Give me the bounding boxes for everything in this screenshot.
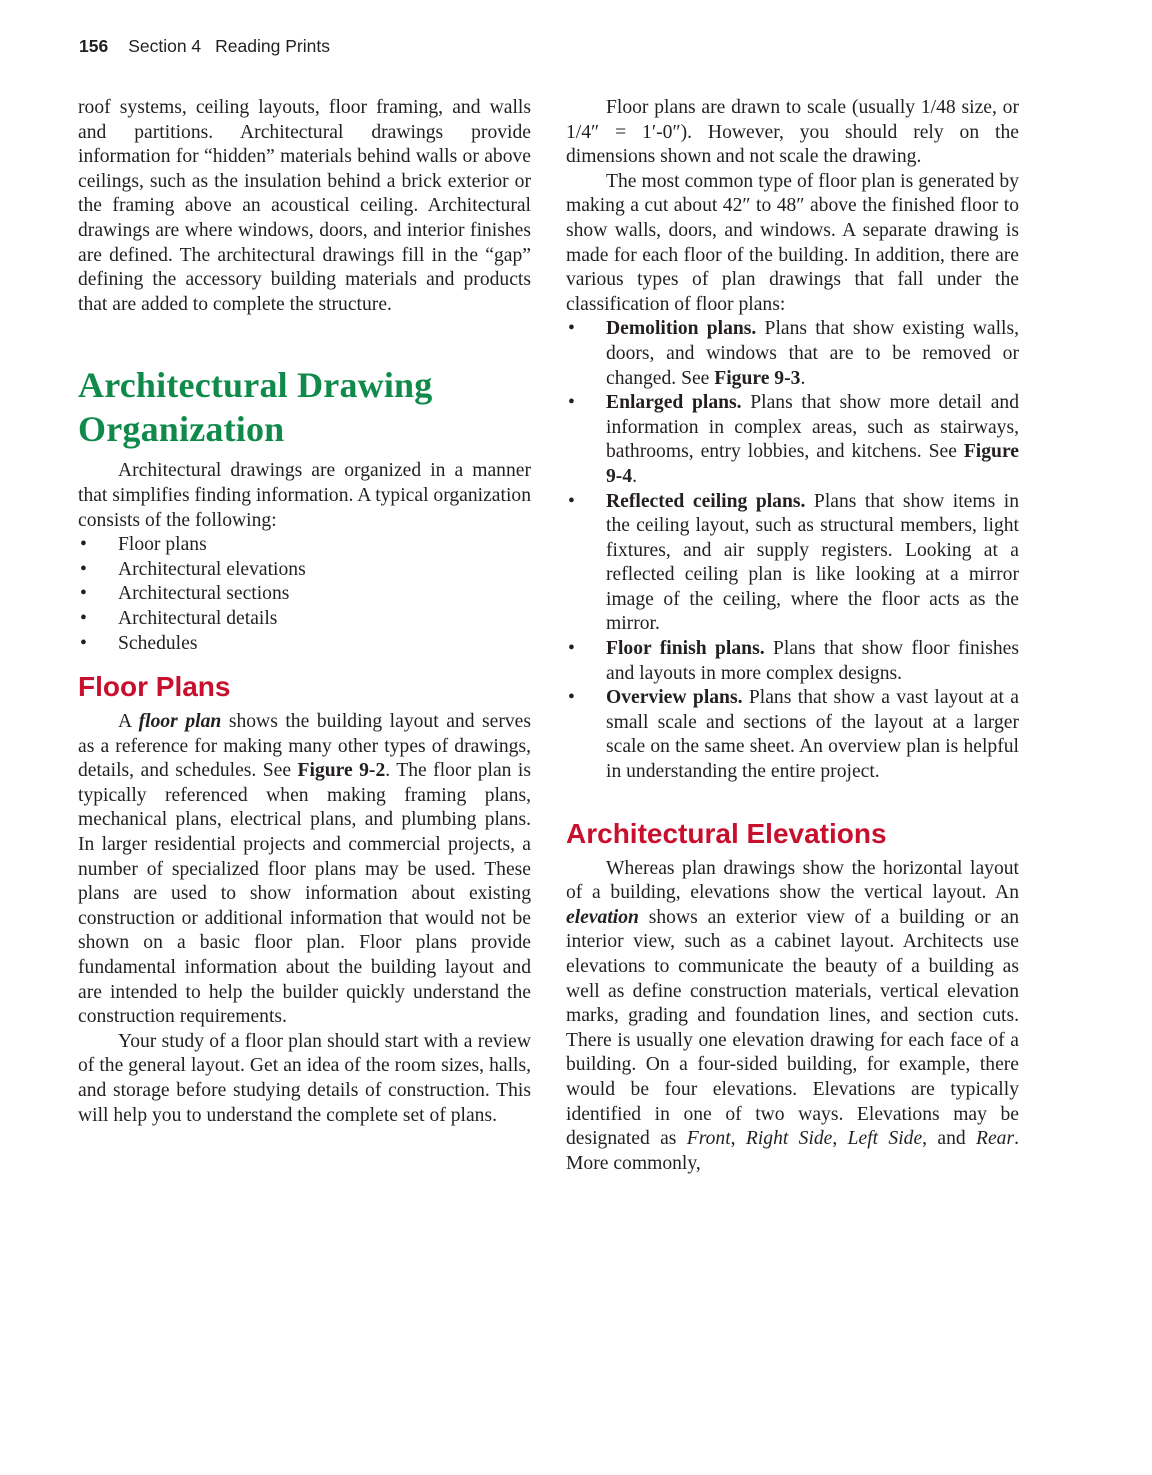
bullet-icon: • xyxy=(568,490,575,512)
list-item: • Overview plans. Plans that show a vast layout at a small scale and sections of the layout at a larger scale on the same sheet. An overview plan is helpful in understanding the entire project. xyxy=(568,687,1019,783)
bullet-icon: • xyxy=(80,583,87,605)
list-term: Demolition plans. xyxy=(606,318,757,340)
list-item: • Floor finish plans. Plans that show floor finishes and layouts in more complex designs. xyxy=(568,638,1019,684)
list-term: Reflected ceiling plans. xyxy=(606,490,806,512)
list-term: Overview plans. xyxy=(606,687,743,709)
figure-reference: Figure 9-4 xyxy=(606,441,1019,487)
subheading-floor-plans: Floor Plans xyxy=(78,671,231,703)
figure-reference: Figure 9-2 xyxy=(297,760,386,782)
elevations-paragraph: Whereas plan drawings show the horizontal layout of a building, elevations show the vertical layout. An elevation shows an exterior view of a building or an interior view, such as a cabinet layout. Architects use elevations to communicate the beauty of a building as well as define construction materials, vertical elevation marks, grading and foundation lines, and section cuts. There is usually one elevation drawing for each face of a building. On a four-sided building, for example, there would be four elevations. Elevations are typically identified in one of two ways. Elevations may be designated as Front, Right Side, Left Side, and Rear. More commonly, xyxy=(566,857,1019,1174)
running-header xyxy=(79,36,330,57)
figure-reference: Figure 9-3 xyxy=(714,367,801,389)
bullet-icon: • xyxy=(568,638,575,660)
list-term: Enlarged plans. xyxy=(606,392,742,414)
scale-paragraph: Floor plans are drawn to scale (usually 1/48 size, or 1/4″ = 1′-0″). However, you should rely on the dimensions shown and not scale the drawing. xyxy=(566,97,1019,168)
subheading-architectural-elevations: Architectural Elevations xyxy=(566,817,887,849)
bullet-icon: • xyxy=(80,534,87,556)
intro-paragraph: roof systems, ceiling layouts, floor framing, and walls and partitions. Architectural drawings provide information for “hidden” materials behind walls or above ceilings, such as the insulation behind a brick exterior or the framing above an acoustical ceiling. Architectural drawings are where windows, doors, and interior finishes are defined. The architectural drawings fill in the “gap” defining the accessory building materials and products that are added to complete the structure. xyxy=(78,97,531,315)
list-item: • Enlarged plans. Plans that show more detail and information in complex areas, such as stairways, bathrooms, entry lobbies, and kitchens. See Figure 9-4. xyxy=(568,392,1019,487)
bullet-icon: • xyxy=(80,558,87,580)
common-floor-plan-paragraph: The most common type of floor plan is generated by making a cut about 42″ to 48″ above the finished floor to show walls, doors, and windows. A separate drawing is made for each floor of the building. In addition, there are various types of plan drawings that fall under the classification of floor plans: xyxy=(566,170,1019,315)
list-item: • Demolition plans. Plans that show existing walls, doors, and windows that are to be removed or changed. See Figure 9-3. xyxy=(568,318,1019,389)
floor-plan-paragraph-2: Your study of a floor plan should start with a review of the general layout. Get an idea of the room sizes, halls, and storage before studying details of construction. This will help you to understand the complete set of plans. xyxy=(78,1030,531,1126)
organization-paragraph: Architectural drawings are organized in a manner that simplifies finding information. A typical organization consists of the following: xyxy=(78,460,531,531)
list-term: Floor finish plans. xyxy=(606,638,765,660)
organization-list xyxy=(78,533,531,656)
list-item: • Schedules xyxy=(78,632,531,657)
right-column xyxy=(566,96,1019,1176)
floor-plan-paragraph-1: A floor plan shows the building layout and serves as a reference for making many other types of drawings, details, and schedules. See Figure 9-2. The floor plan is typically referenced when making framing plans, mechanical plans, electrical plans, and plumbing plans. In larger residential projects and commercial projects, a number of specialized floor plans may be used. These plans are used to show information about existing construction or additional information that would not be shown on a basic floor plan. Floor plans provide fundamental information about the building layout and are intended to help the builder quickly understand the construction requirements. xyxy=(78,711,531,1028)
plan-types-list xyxy=(566,317,1019,784)
list-item: • Floor plans xyxy=(78,533,531,558)
section-title: Reading Prints xyxy=(215,36,330,56)
key-term: floor plan xyxy=(138,711,222,733)
bullet-icon: • xyxy=(568,392,575,414)
bullet-icon: • xyxy=(568,318,575,340)
section-label: Section 4 xyxy=(128,36,202,56)
bullet-icon: • xyxy=(80,607,87,629)
list-item: • Architectural sections xyxy=(78,582,531,607)
list-item: • Architectural details xyxy=(78,607,531,632)
bullet-icon: • xyxy=(80,632,87,654)
list-item: • Architectural elevations xyxy=(78,558,531,583)
page-number: 156 xyxy=(79,36,109,56)
key-term: elevation xyxy=(566,906,639,928)
section-heading-architectural-drawing-organization: Architectural Drawing Organization xyxy=(78,365,433,450)
left-column xyxy=(78,96,531,1128)
list-item: • Reflected ceiling plans. Plans that show items in the ceiling layout, such as structural members, light fixtures, and air supply registers. Looking at a reflected ceiling plan is like looking at a mirror image of the ceiling, where the floor acts as the mirror. xyxy=(568,490,1019,635)
bullet-icon: • xyxy=(568,687,575,709)
